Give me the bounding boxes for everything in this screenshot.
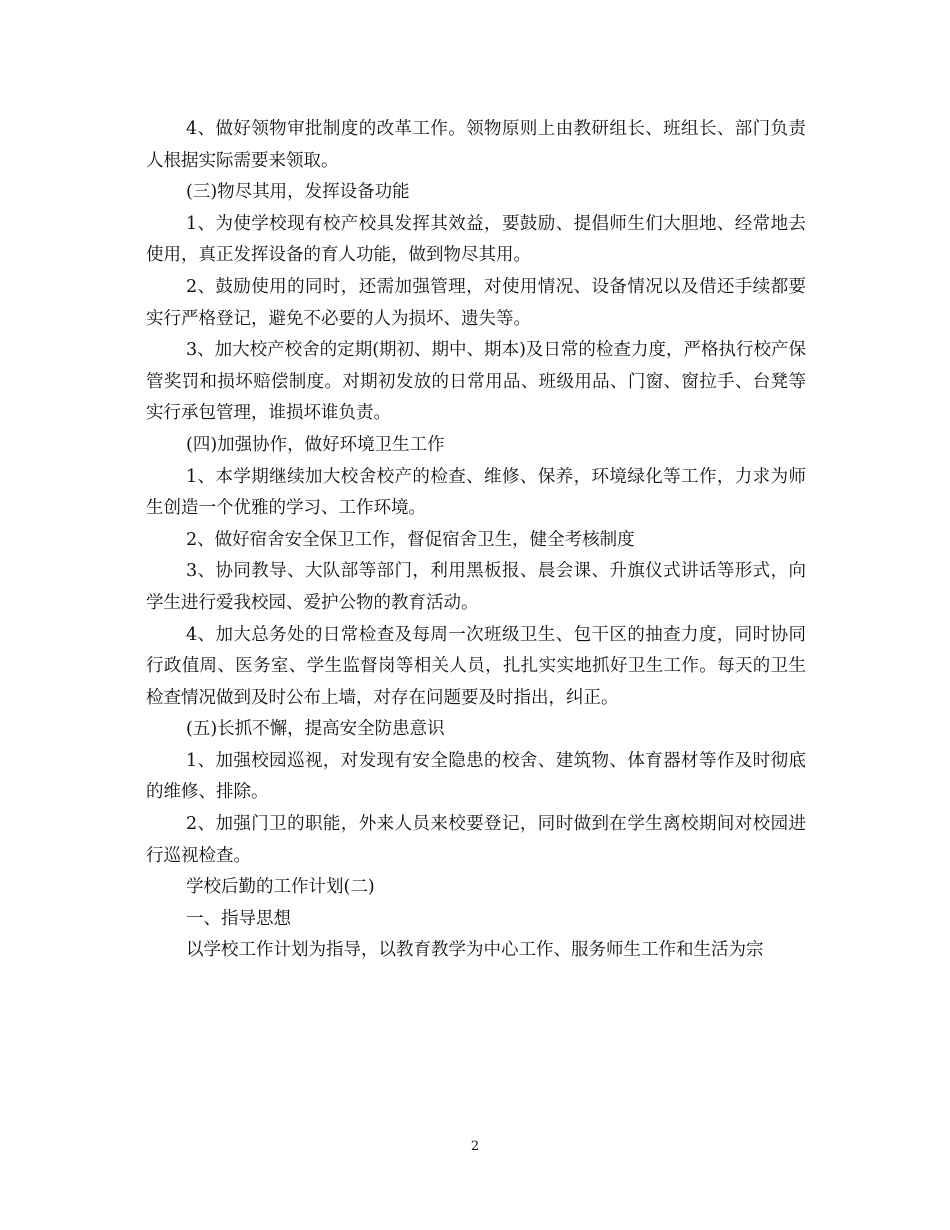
paragraph: 3、协同教导、大队部等部门，利用黑板报、晨会课、升旗仪式讲话等形式，向学生进行爱我校园、爱护公物的教育活动。 (146, 561, 806, 613)
paragraph: 1、为使学校现有校产校具发挥其效益，要鼓励、提倡师生们大胆地、经常地去使用，真正发挥设备的育人功能，做到物尽其用。 (146, 213, 806, 266)
paragraph: 1、本学期继续加大校舍校产的检查、维修、保养，环境绿化等工作，力求为师生创造一个优雅的学习、工作环境。 (146, 466, 806, 519)
paragraph: 4、加大总务处的日常检查及每周一次班级卫生、包干区的抽查力度，同时协同行政值周、医务室、学生监督岗等相关人员，扎扎实实地抓好卫生工作。每天的卫生检查情况做到及时公布上墙，对存在问题要及时指出，纠正。 (146, 624, 806, 708)
section-heading: (三)物尽其用，发挥设备功能 (186, 182, 410, 203)
section-heading: (五)长抓不懈，提高安全防患意识 (186, 719, 445, 740)
paragraph: 1、加强校园巡视，对发现有安全隐患的校舍、建筑物、体育器材等作及时彻底的维修、排除。 (146, 750, 806, 803)
document-title: 学校后勤的工作计划(二) (186, 877, 375, 898)
section-heading: 一、指导思想 (186, 908, 291, 929)
paragraph: 2、鼓励使用的同时，还需加强管理，对使用情况、设备情况以及借还手续都要实行严格登记，避免不必要的人为损坏、遗失等。 (146, 276, 806, 329)
paragraph: 3、加大校产校舍的定期(期初、期中、期本)及日常的检查力度，严格执行校产保管奖罚和损坏赔偿制度。对期初发放的日常用品、班级用品、门窗、窗拉手、台凳等实行承包管理，谁损坏谁负责。 (146, 340, 806, 424)
document-body (146, 114, 806, 967)
paragraph: 4、做好领物审批制度的改革工作。领物原则上由教研组长、班组长、部门负责人根据实际需要来领取。 (146, 119, 806, 171)
paragraph: 2、加强门卫的职能，外来人员来校要登记，同时做到在学生离校期间对校园进行巡视检查。 (146, 814, 806, 866)
paragraph: 以学校工作计划为指导，以教育教学为中心工作、服务师生工作和生活为宗 (186, 940, 764, 961)
paragraph: 2、做好宿舍安全保卫工作，督促宿舍卫生，健全考核制度 (186, 529, 635, 550)
section-heading: (四)加强协作，做好环境卫生工作 (186, 434, 445, 455)
page-number: 2 (470, 1139, 480, 1154)
